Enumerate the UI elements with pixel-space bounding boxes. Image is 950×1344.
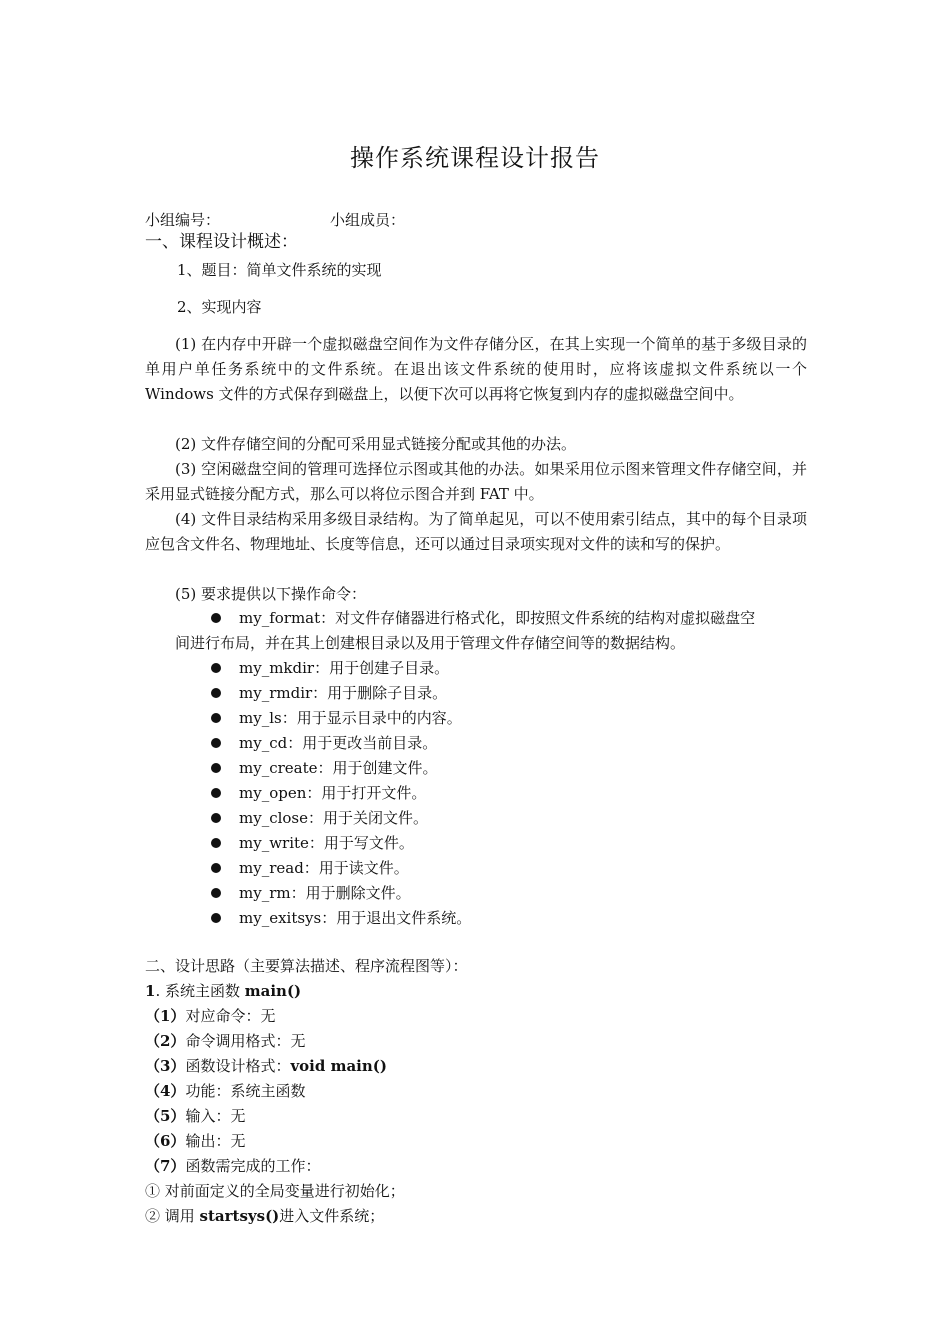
sub-item-number: （4） [145, 1082, 186, 1100]
section1-heading: 一、课程设计概述： [145, 232, 298, 252]
sub-item-code: void main() [290, 1057, 387, 1075]
command-item [145, 731, 807, 756]
sub-item-text: 命令调用格式：无 [185, 1032, 306, 1050]
item-1-code: main() [244, 982, 302, 1000]
sub-item-text: 对应命令：无 [185, 1007, 276, 1025]
step-2-suffix: 进入文件系统； [279, 1207, 385, 1225]
command-text: my_read：用于读文件。 [239, 859, 409, 877]
bullet-icon [211, 713, 221, 723]
bullet-icon [211, 738, 221, 748]
bullet-icon [211, 788, 221, 798]
sub-item-text: 输出：无 [185, 1132, 246, 1150]
bullet-icon [211, 813, 221, 823]
sub-item-text: 函数设计格式： [185, 1057, 291, 1075]
sub-item-row [145, 1130, 245, 1152]
bullet-icon [211, 663, 221, 673]
page-title: 操作系统课程设计报告 [350, 144, 600, 172]
bullet-icon [211, 888, 221, 898]
command-text: my_rm：用于删除文件。 [239, 884, 411, 902]
sub-item-text: 功能：系统主函数 [185, 1082, 306, 1100]
item-1-line [145, 980, 301, 1002]
command-item [145, 856, 807, 881]
command-item [145, 806, 807, 831]
paragraph-1: (1) 在内存中开辟一个虚拟磁盘空间作为文件存储分区，在其上实现一个简单的基于多级目录的单用户单任务系统中的文件系统。在退出该文件系统的使用时，应将该虚拟文件系统以一个 Windows 文件的方式保存到磁盘上，以便下次可以再将它恢复到内存的虚拟磁盘空间中。 [145, 335, 807, 403]
sub-item-row [145, 1155, 320, 1177]
bullet-icon [211, 763, 221, 773]
sub-item-row [145, 1055, 387, 1077]
command-item [145, 756, 807, 781]
command-text: my_rmdir：用于删除子目录。 [239, 684, 448, 702]
sub-item-row [145, 1105, 245, 1127]
command-format [145, 606, 807, 656]
group-members-label: 小组成员： [330, 211, 406, 229]
paragraph-3: (3) 空闲磁盘空间的管理可选择位示图或其他的办法。如果采用位示图来管理文件存储空间，并采用显式链接分配方式，那么可以将位示图合并到 FAT 中。 [145, 460, 807, 503]
bullet-icon [211, 838, 221, 848]
command-item [145, 906, 807, 931]
sub-item-number: （6） [145, 1132, 186, 1150]
sub-item-number: （1） [145, 1007, 186, 1025]
group-info-line [145, 209, 405, 231]
bullet-icon [211, 613, 221, 623]
command-item [145, 831, 807, 856]
step-2 [145, 1205, 384, 1227]
paragraph-5: (5) 要求提供以下操作命令： [175, 585, 367, 603]
command-text: my_create：用于创建文件。 [239, 759, 438, 777]
section2-heading: 二、设计思路（主要算法描述、程序流程图等）： [145, 957, 468, 975]
step-2-code: startsys() [199, 1207, 280, 1225]
sub-item-number: （3） [145, 1057, 186, 1075]
command-format-line2: 间进行布局，并在其上创建根目录以及用于管理文件存储空间等的数据结构。 [175, 634, 686, 652]
paragraph-2: (2) 文件存储空间的分配可采用显式链接分配或其他的办法。 [175, 435, 577, 453]
command-text: my_cd：用于更改当前目录。 [239, 734, 438, 752]
command-text: my_mkdir：用于创建子目录。 [239, 659, 450, 677]
command-text: my_write：用于写文件。 [239, 834, 414, 852]
command-item [145, 781, 807, 806]
item-1-number: 1 [145, 982, 156, 1000]
content-label: 2、实现内容 [177, 298, 262, 316]
group-number-label: 小组编号： [145, 211, 221, 229]
sub-item-number: （2） [145, 1032, 186, 1050]
sub-item-row [145, 1030, 305, 1052]
item-1-text: . 系统主函数 [155, 982, 245, 1000]
bullet-icon [211, 688, 221, 698]
command-text: my_exitsys：用于退出文件系统。 [239, 909, 472, 927]
bullet-icon [211, 863, 221, 873]
command-text: my_close：用于关闭文件。 [239, 809, 429, 827]
sub-item-number: （7） [145, 1157, 186, 1175]
step-1: ① 对前面定义的全局变量进行初始化； [145, 1182, 405, 1200]
step-2-prefix: ② 调用 [145, 1207, 200, 1225]
topic-line: 1、题目：简单文件系统的实现 [177, 261, 382, 279]
command-text: my_ls：用于显示目录中的内容。 [239, 709, 462, 727]
command-item [145, 656, 807, 681]
command-format-line1: my_format：对文件存储器进行格式化，即按照文件系统的结构对虚拟磁盘空 [239, 609, 756, 627]
paragraph-4: (4) 文件目录结构采用多级目录结构。为了简单起见，可以不使用索引结点，其中的每个目录项应包含文件名、物理地址、长度等信息，还可以通过目录项实现对文件的读和写的保护。 [145, 510, 807, 553]
sub-item-row [145, 1080, 305, 1102]
sub-item-row [145, 1005, 275, 1027]
command-item [145, 706, 807, 731]
command-item [145, 881, 807, 906]
sub-item-number: （5） [145, 1107, 186, 1125]
sub-item-text: 函数需完成的工作： [185, 1157, 321, 1175]
sub-item-text: 输入：无 [185, 1107, 246, 1125]
bullet-icon [211, 913, 221, 923]
command-text: my_open：用于打开文件。 [239, 784, 427, 802]
command-item [145, 681, 807, 706]
